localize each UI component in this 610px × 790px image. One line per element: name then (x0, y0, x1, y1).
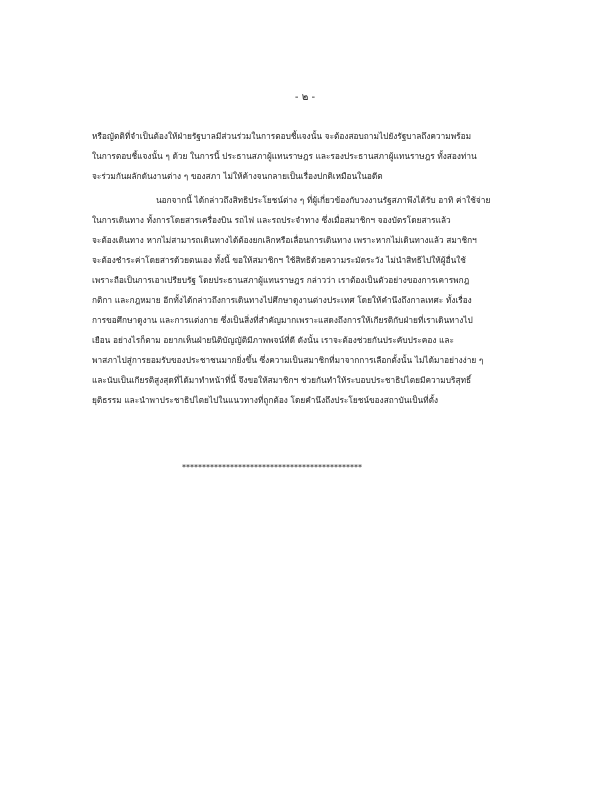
paragraph-2-line-9: พาสภาไปสู่การยอมรับของประชาชนมากยิ่งขึ้น ซึ่งความเป็นสมาชิกที่มาจากการเลือกตั้งนั้น ไม่ได้มาอย่างง่าย ๆ (92, 355, 484, 365)
paragraph-2-line-6: กติกา และกฎหมาย อีกทั้งได้กล่าวถึงการเดินทางไปศึกษาดูงานต่างประเทศ โดยให้คำนึงถึงกาลเทศะ ทั้งเรื่อง (92, 295, 472, 305)
paragraph-2-line-4: จะต้องชำระค่าโดยสารด้วยตนเอง ทั้งนี้ ขอให้สมาชิกฯ ใช้สิทธิด้วยความระมัดระวัง ไม่นำสิทธิไปให้ผู้อื่นใช้ (92, 255, 466, 265)
paragraph-1-line-3: จะร่วมกันผลักดันงานต่าง ๆ ของสภา ไม่ให้ค้างจนกลายเป็นเรื่องปกติเหมือนในอดีต (92, 171, 383, 181)
paragraph-2-line-3: จะต้องเดินทาง หากไม่สามารถเดินทางได้ต้องยกเลิกหรือเลื่อนการเดินทาง เพราะหากไม่เดินทางแล้ว สมาชิกฯ (92, 235, 477, 245)
paragraph-2-line-5: เพราะถือเป็นการเอาเปรียบรัฐ โดยประธานสภาผู้แทนราษฎร กล่าวว่า เราต้องเป็นตัวอย่างของการเคารพกฎ (92, 275, 470, 285)
paragraph-1-line-2: ในการตอบชี้แจงนั้น ๆ ด้วย ในการนี้ ประธานสภาผู้แทนราษฎร และรองประธานสภาผู้แทนราษฎร ทั้งสองท่าน (92, 151, 477, 161)
page-number: - ๒ - (294, 92, 316, 103)
paragraph-1-line-1: หรือญัตติที่จำเป็นต้องให้ฝ่ายรัฐบาลมีส่วนร่วมในการตอบชี้แจงนั้น จะต้องสอบถามไปยังรัฐบาลถึงความพร้อม (92, 131, 472, 141)
paragraph-2-line-8: เยือน อย่างไรก็ตาม อยากเห็นฝ่ายนิติบัญญัติมีภาพพจน์ที่ดี ดังนั้น เราจะต้องช่วยกันประคับประคอง และ (92, 335, 454, 345)
document-body (92, 126, 517, 410)
paragraph-2-line-11: ยุติธรรม และนำพาประชาธิปไตยไปในแนวทางที่ถูกต้อง โดยคำนึงถึงประโยชน์ของสถาบันเป็นที่ตั้ง (92, 395, 439, 405)
paragraph-2-line-10: และนับเป็นเกียรติสูงสุดที่ได้มาทำหน้าที่นี้ จึงขอให้สมาชิกฯ ช่วยกันทำให้ระบอบประชาธิปไตยมีความบริสุทธิ์ (92, 375, 472, 385)
paragraph-2-line-1: นอกจากนี้ ได้กล่าวถึงสิทธิประโยชน์ต่าง ๆ ที่ผู้เกี่ยวข้องกับวงงานรัฐสภาพึงได้รับ อาทิ ค่าใช้จ่าย (156, 195, 491, 205)
paragraph-2-line-2: ในการเดินทาง ทั้งการโดยสารเครื่องบิน รถไฟ และรถประจำทาง ซึ่งเมื่อสมาชิกฯ จองบัตรโดยสารแล้ว (92, 215, 451, 225)
paragraph-2-line-7: การขอศึกษาดูงาน และการแต่งกาย ซึ่งเป็นสิ่งที่สำคัญมากเพราะแสดงถึงการให้เกียรติกับฝ่ายที่เราเดินทางไป (92, 315, 473, 325)
end-separator: ********************************************* (182, 463, 362, 472)
